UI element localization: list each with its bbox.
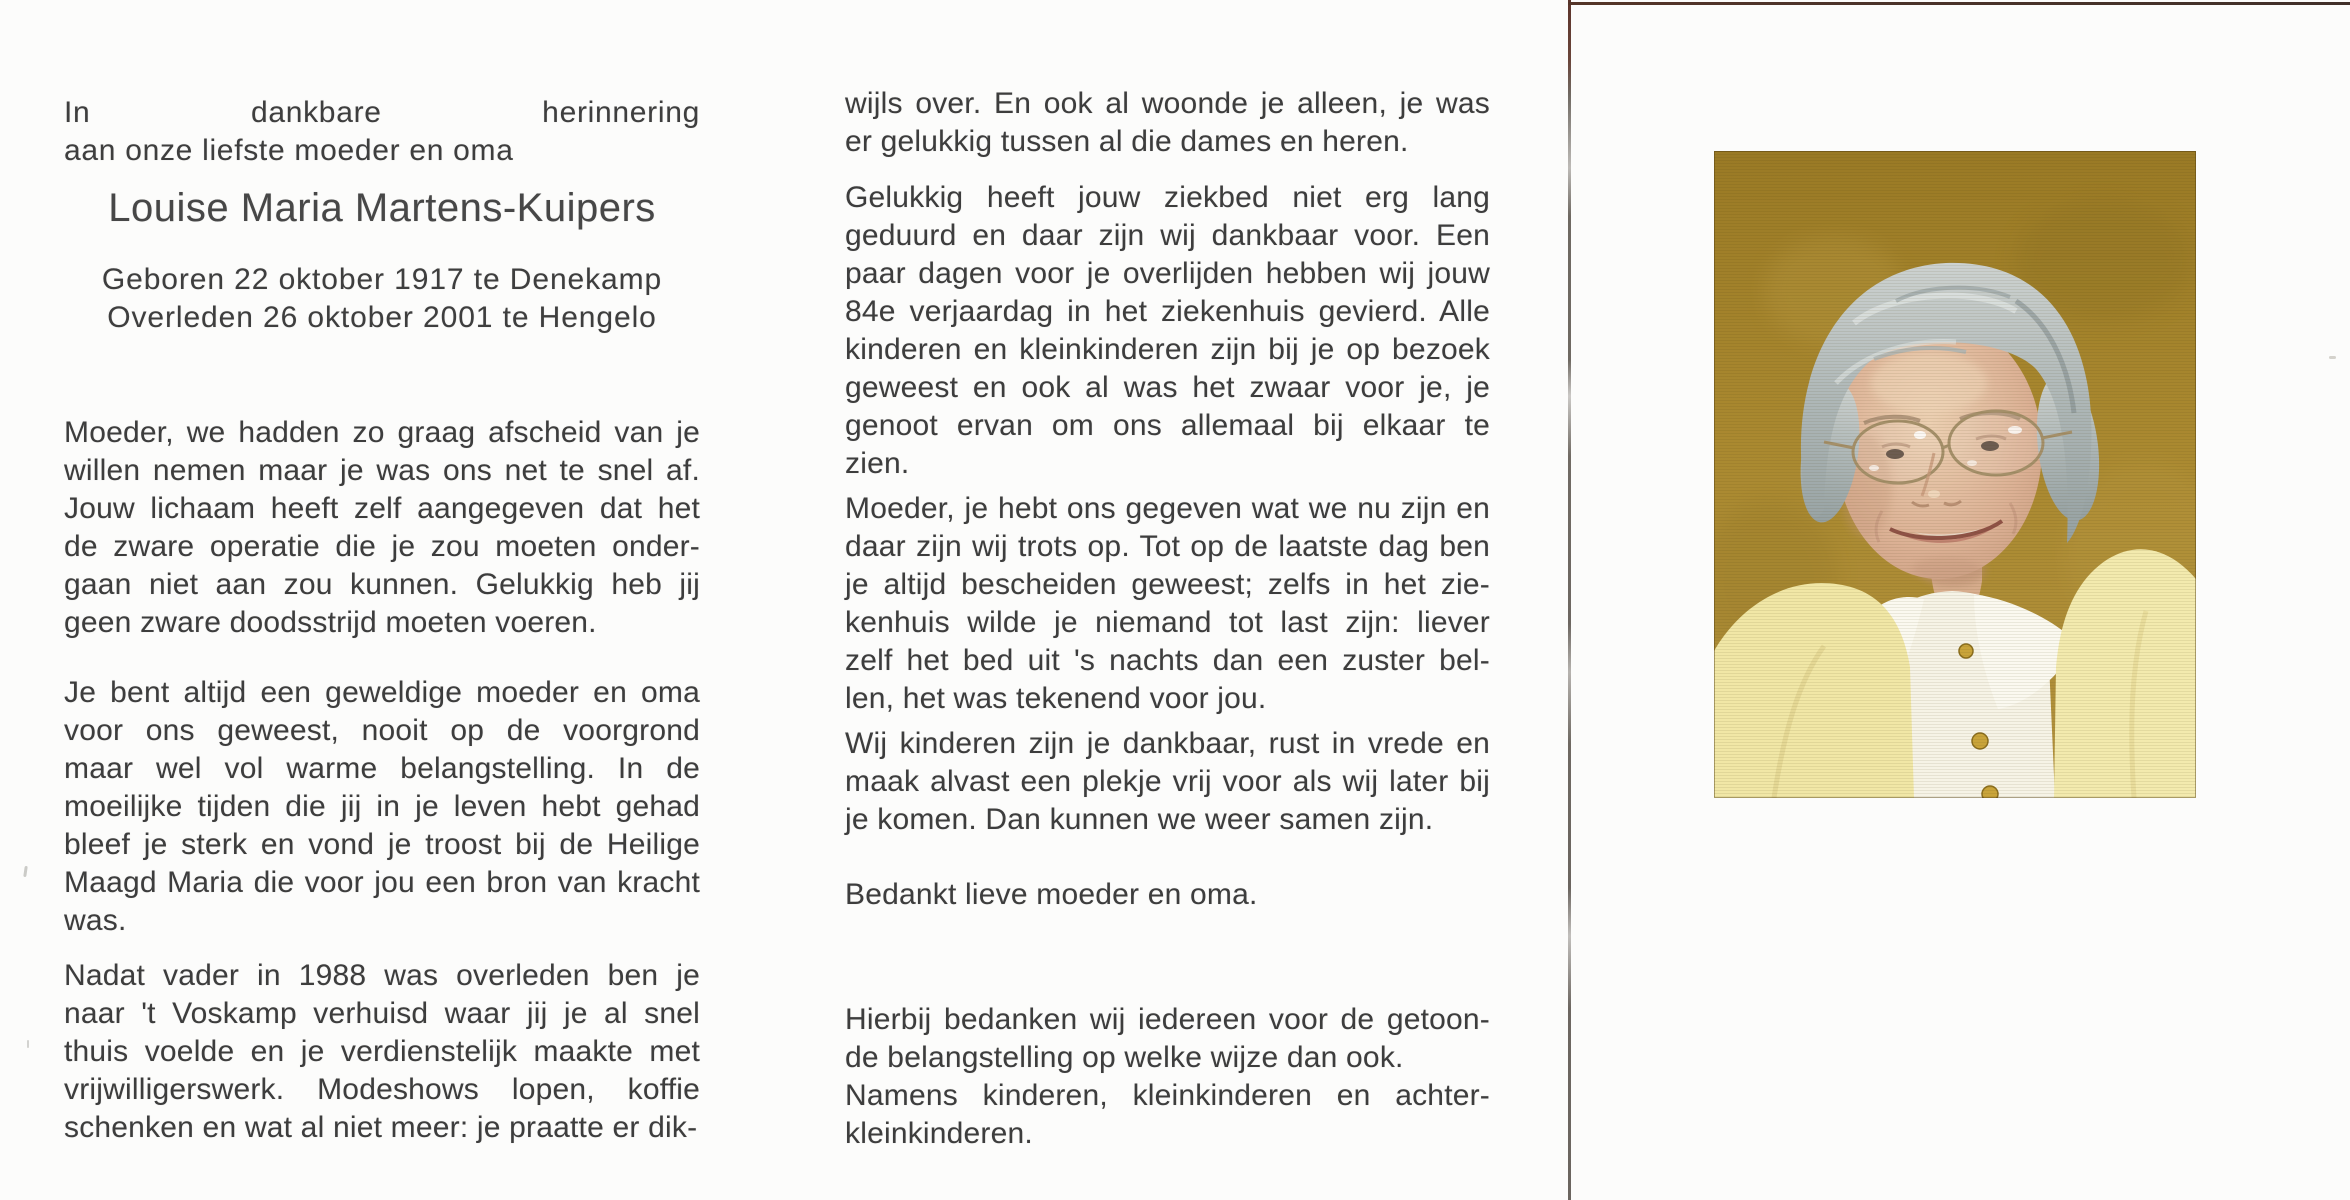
dedication [64,94,700,170]
text-line: vrijwilligerswerk. Modeshows lopen, koffie [64,1073,700,1106]
paragraph [845,490,1490,718]
text-line: Moeder, je hebt ons gegeven wat we nu zijn en [845,492,1490,525]
text-line: gaan niet aan zou kunnen. Gelukkig heb jij [64,568,700,601]
text-line: kinderen en kleinkinderen zijn bij je op bezoek [845,333,1490,366]
death-date-line: Overleden 26 oktober 2001 te Hengelo [107,301,657,334]
text-line: kleinkinderen. [845,1117,1033,1150]
life-dates [64,261,700,337]
paragraph [64,414,700,642]
scan-speck [2329,356,2336,359]
text-line: moeilijke tijden die jij in je leven hebt gehad [64,790,700,823]
text-line: Wij kinderen zijn je dankbaar, rust in vrede en [845,727,1490,760]
portrait-photo [1714,151,2196,798]
text-line: daar zijn wij trots op. Tot op de laatste dag ben [845,530,1490,563]
deceased-name: Louise Maria Martens-Kuipers [108,186,656,230]
text-line: zelf het bed uit 's nachts dan een zuster bel- [845,644,1490,677]
text-line: geduurd en daar zijn wij dankbaar voor. Een [845,219,1490,252]
text-line: thuis voelde en je verdienstelijk maakte met [64,1035,700,1068]
text-line: Moeder, we hadden zo graag afscheid van je [64,416,700,449]
text-line: was. [64,904,127,937]
scan-speck [23,866,28,877]
text-line: Je bent altijd een geweldige moeder en oma [64,676,700,709]
paragraph [64,957,700,1147]
text-line: Jouw lichaam heeft zelf aangegeven dat het [64,492,700,525]
paragraph [845,179,1490,483]
text-line: aan onze liefste moeder en oma [64,134,514,167]
text-line: geweest en ook al was het zwaar voor je, je [845,371,1490,404]
text-line: kenhuis wilde je niemand tot last zijn: liever [845,606,1490,639]
paragraph [64,674,700,940]
text-line: wijls over. En ook al woonde je alleen, je was [845,87,1490,120]
scan-speck [27,1040,29,1048]
text-line: maak alvast een plekje vrij voor als wij later bij [845,765,1490,798]
text-line: paar dagen voor je overlijden hebben wij jouw [845,257,1490,290]
page-edge-top-line [1568,2,2350,5]
text-line: 84e verjaardag in het ziekenhuis gevierd. Alle [845,295,1490,328]
closing-paragraph [845,1001,1490,1077]
thanks-line: Bedankt lieve moeder en oma. [845,878,1258,911]
text-line: In dankbare herinnering [64,96,700,129]
text-line: Gelukkig heeft jouw ziekbed niet erg lang [845,181,1490,214]
paragraph [845,85,1490,161]
text-line: Nadat vader in 1988 was overleden ben je [64,959,700,992]
text-line: maar wel vol warme belangstelling. In de [64,752,700,785]
text-line: bleef je sterk en vond je troost bij de Heilige [64,828,700,861]
text-line: genoot ervan om ons allemaal bij elkaar te [845,409,1490,442]
text-line: de belangstelling op welke wijze dan ook. [845,1041,1404,1074]
text-line: voor ons geweest, nooit op de voorgrond [64,714,700,747]
text-line: de zware operatie die je zou moeten onder- [64,530,700,563]
text-line: je altijd bescheiden geweest; zelfs in het zie- [845,568,1490,601]
text-line: willen nemen maar je was ons net te snel af. [64,454,700,487]
birth-date-line: Geboren 22 oktober 1917 te Denekamp [101,263,663,296]
text-line: naar 't Voskamp verhuisd waar jij je al snel [64,997,700,1030]
paragraph [845,725,1490,839]
text-line: je komen. Dan kunnen we weer samen zijn. [845,803,1434,836]
text-line: er gelukkig tussen al die dames en heren. [845,125,1409,158]
page-edge-vertical-line [1568,0,1571,1200]
text-line: zien. [845,447,910,480]
text-line: Namens kinderen, kleinkinderen en achter- [845,1079,1490,1112]
text-line: geen zware doodsstrijd moeten voeren. [64,606,597,639]
text-line: Maagd Maria die voor jou een bron van kracht [64,866,700,899]
text-line: len, het was tekenend voor jou. [845,682,1267,715]
text-line: schenken en wat al niet meer: je praatte er dik- [64,1111,698,1144]
text-line: Hierbij bedanken wij iedereen voor de getoon- [845,1003,1490,1036]
closing-paragraph [845,1077,1490,1153]
